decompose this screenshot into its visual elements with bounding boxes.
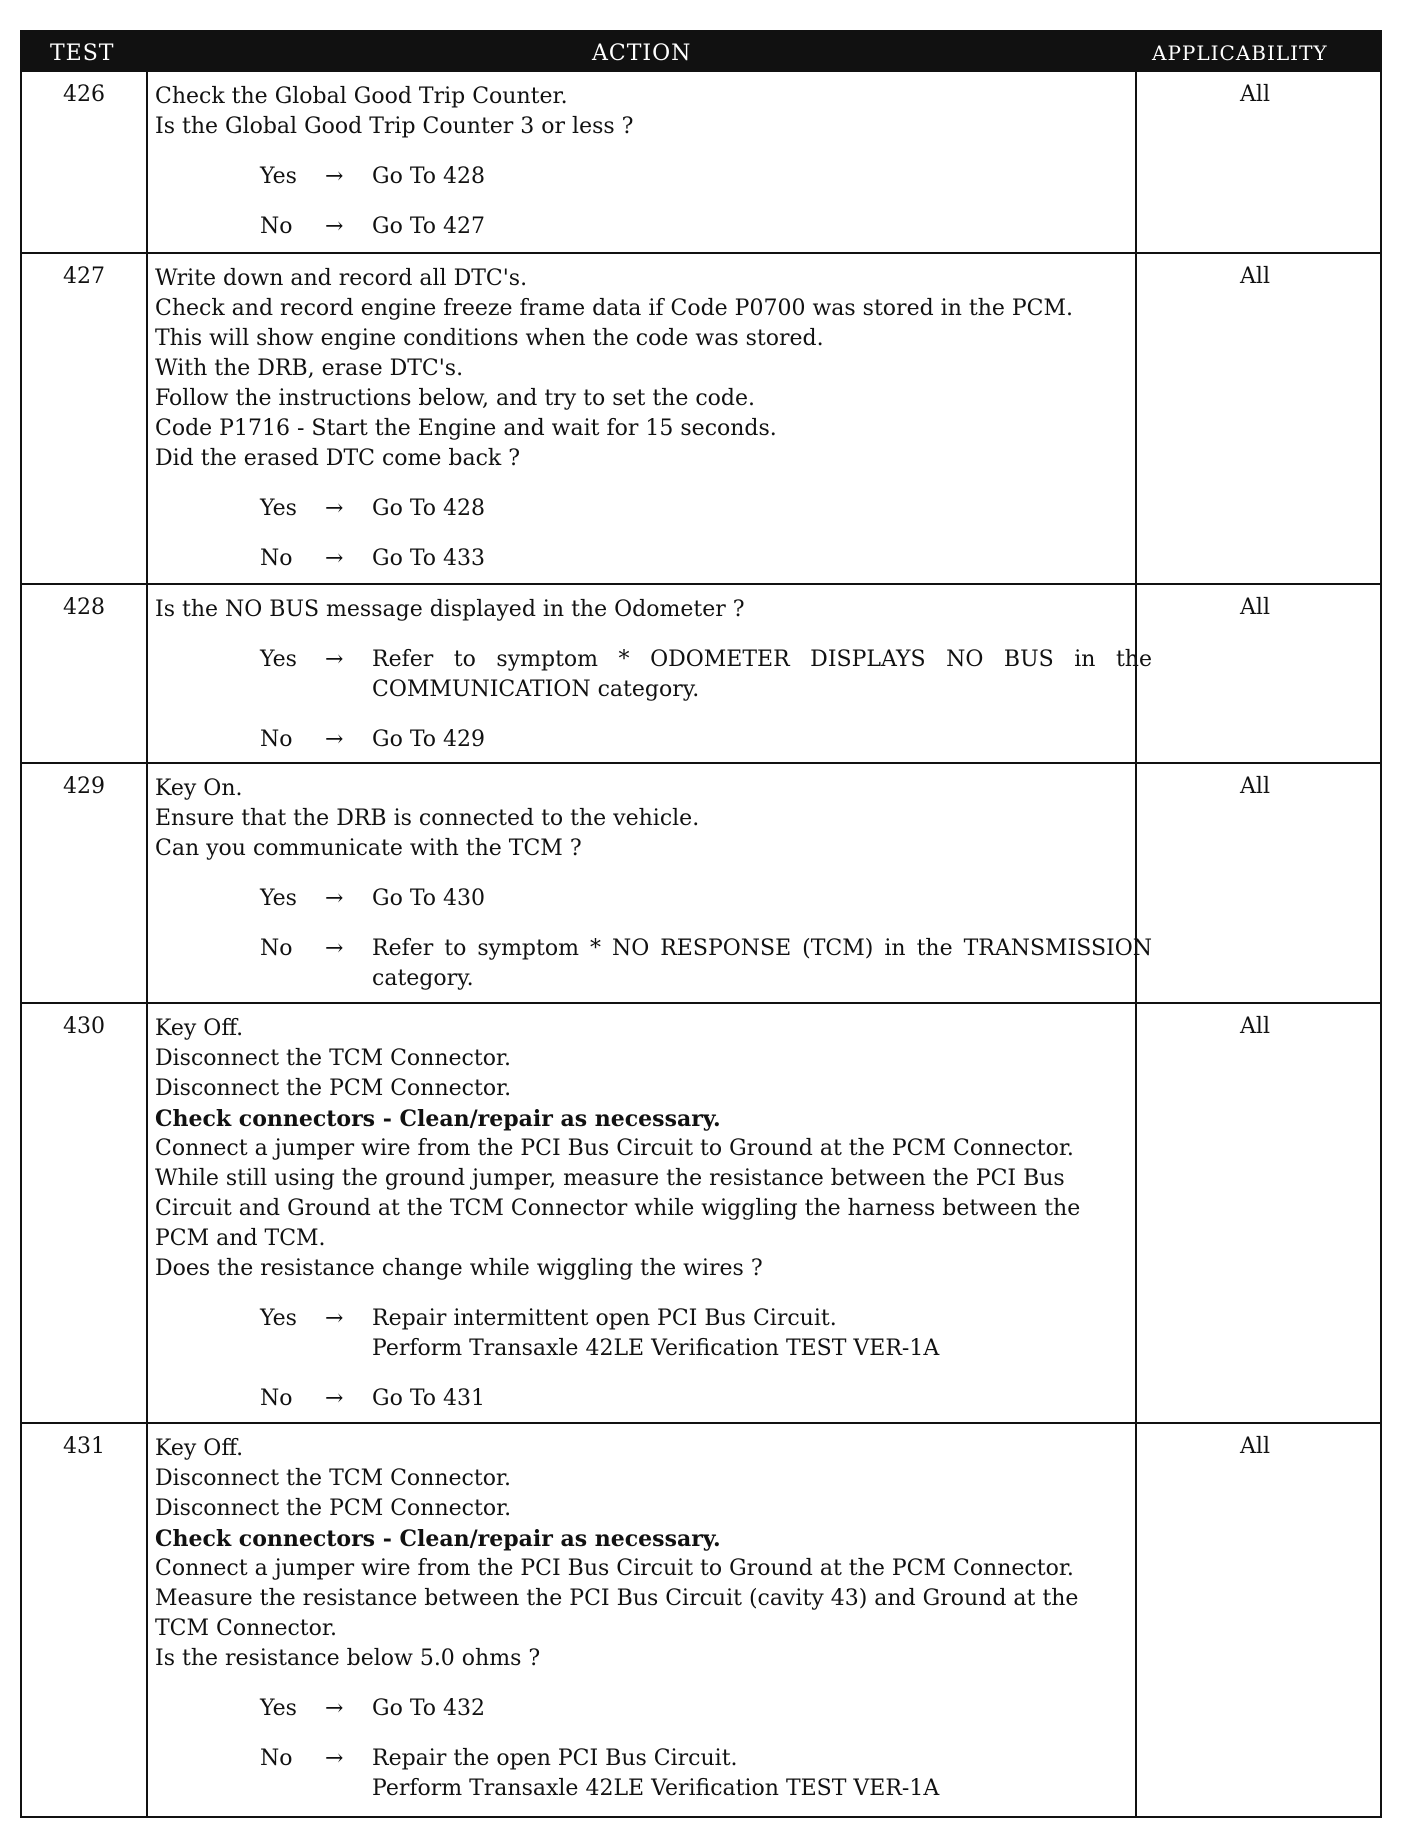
action-cell <box>155 1014 1150 1414</box>
applicability-cell: All <box>1240 774 1270 799</box>
arrow-right-icon: → <box>325 1746 344 1771</box>
action-line: Check connectors - Clean/repair as necessary. <box>155 1526 721 1552</box>
test-number: 428 <box>63 595 105 620</box>
arrow-right-icon: → <box>325 1386 344 1411</box>
action-line: Can you communicate with the TCM ? <box>155 836 582 861</box>
branch-result: Go To 432 <box>372 1696 486 1721</box>
action-line: Is the Global Good Trip Counter 3 or less ? <box>155 114 634 139</box>
action-line: Circuit and Ground at the TCM Connector while wiggling the harness between the <box>155 1196 1081 1221</box>
action-line: TCM Connector. <box>155 1616 337 1641</box>
arrow-right-icon: → <box>325 727 344 752</box>
action-line: While still using the ground jumper, measure the resistance between the PCI Bus <box>155 1166 1065 1191</box>
action-line: Did the erased DTC come back ? <box>155 446 521 471</box>
branch-answer: No <box>260 546 293 571</box>
table-row <box>22 762 1380 1002</box>
branch-answer: No <box>260 727 293 752</box>
action-line: Is the NO BUS message displayed in the Odometer ? <box>155 597 745 622</box>
branch-answer: No <box>260 1386 293 1411</box>
branch-result: Refer to symptom * ODOMETER DISPLAYS NO BUS in the COMMUNICATION category. <box>372 647 1152 702</box>
action-cell <box>155 1434 1150 1804</box>
applicability-cell: All <box>1240 1014 1270 1039</box>
branch-no <box>155 934 1150 994</box>
arrow-right-icon: → <box>325 1696 344 1721</box>
action-line: Does the resistance change while wiggling the wires ? <box>155 1256 763 1281</box>
action-line: Connect a jumper wire from the PCI Bus Circuit to Ground at the PCM Connector. <box>155 1556 1074 1581</box>
branch-result: Go To 430 <box>372 886 486 911</box>
action-line: This will show engine conditions when the code was stored. <box>155 326 824 351</box>
action-line: Key Off. <box>155 1016 244 1041</box>
arrow-right-icon: → <box>325 214 344 239</box>
action-line: Check and record engine freeze frame data if Code P0700 was stored in the PCM. <box>155 296 1074 321</box>
action-line: Disconnect the PCM Connector. <box>155 1496 512 1521</box>
action-line: Write down and record all DTC's. <box>155 266 528 291</box>
branch-yes <box>155 645 1150 705</box>
branch-answer: Yes <box>260 496 297 521</box>
branch-answer: Yes <box>260 1306 297 1331</box>
action-line: Connect a jumper wire from the PCI Bus Circuit to Ground at the PCM Connector. <box>155 1136 1074 1161</box>
branch-no <box>155 212 1150 242</box>
branch-result: Go To 428 <box>372 496 486 521</box>
branch-result: Repair intermittent open PCI Bus Circuit. Perform Transaxle 42LE Verification TEST VER-1A <box>372 1306 940 1361</box>
branch-yes <box>155 884 1150 914</box>
arrow-right-icon: → <box>325 647 344 672</box>
branch-answer: Yes <box>260 886 297 911</box>
test-number: 426 <box>63 82 105 107</box>
action-line: Disconnect the TCM Connector. <box>155 1046 512 1071</box>
branch-no <box>155 1384 1150 1414</box>
action-line: Check the Global Good Trip Counter. <box>155 84 568 109</box>
branch-result: Go To 429 <box>372 727 486 752</box>
arrow-right-icon: → <box>325 546 344 571</box>
test-number: 430 <box>63 1014 105 1039</box>
action-line: Follow the instructions below, and try to set the code. <box>155 386 756 411</box>
branch-answer: No <box>260 1746 293 1771</box>
action-line: Check connectors - Clean/repair as necessary. <box>155 1106 721 1132</box>
action-line: Measure the resistance between the PCI Bus Circuit (cavity 43) and Ground at the <box>155 1586 1079 1611</box>
branch-result: Go To 431 <box>372 1386 486 1411</box>
branch-no <box>155 1744 1150 1804</box>
table-row <box>22 72 1380 252</box>
applicability-cell: All <box>1240 1434 1270 1459</box>
branch-no <box>155 725 1150 755</box>
action-line: Code P1716 - Start the Engine and wait for 15 seconds. <box>155 416 777 441</box>
branch-answer: No <box>260 214 293 239</box>
branch-yes <box>155 1304 1150 1364</box>
action-line: Is the resistance below 5.0 ohms ? <box>155 1646 541 1671</box>
test-number: 427 <box>63 264 105 289</box>
branch-result: Repair the open PCI Bus Circuit. Perform Transaxle 42LE Verification TEST VER-1A <box>372 1746 940 1801</box>
action-line: PCM and TCM. <box>155 1226 326 1251</box>
action-cell <box>155 595 1150 755</box>
branch-answer: Yes <box>260 164 297 189</box>
applicability-cell: All <box>1240 82 1270 107</box>
action-cell <box>155 82 1150 242</box>
branch-answer: Yes <box>260 647 297 672</box>
branch-yes <box>155 494 1150 524</box>
action-line: Key On. <box>155 776 243 801</box>
arrow-right-icon: → <box>325 936 344 961</box>
table-row <box>22 1422 1380 1816</box>
header-action: ACTION <box>592 41 692 66</box>
branch-no <box>155 544 1150 574</box>
applicability-cell: All <box>1240 264 1270 289</box>
arrow-right-icon: → <box>325 886 344 911</box>
action-cell <box>155 264 1150 574</box>
action-line: With the DRB, erase DTC's. <box>155 356 464 381</box>
test-number: 431 <box>63 1434 105 1459</box>
branch-result: Go To 427 <box>372 214 486 239</box>
action-line: Disconnect the PCM Connector. <box>155 1076 512 1101</box>
applicability-cell: All <box>1240 595 1270 620</box>
table-header <box>22 32 1380 72</box>
action-cell <box>155 774 1150 994</box>
action-line: Ensure that the DRB is connected to the vehicle. <box>155 806 700 831</box>
action-line: Disconnect the TCM Connector. <box>155 1466 512 1491</box>
branch-result: Refer to symptom * NO RESPONSE (TCM) in the TRANSMISSION category. <box>372 936 1152 991</box>
header-test: TEST <box>50 41 115 66</box>
table-row <box>22 583 1380 762</box>
branch-answer: Yes <box>260 1696 297 1721</box>
test-number: 429 <box>63 774 105 799</box>
branch-result: Go To 428 <box>372 164 486 189</box>
branch-yes <box>155 162 1150 192</box>
branch-yes <box>155 1694 1150 1724</box>
diagnostic-test-table <box>20 30 1382 1818</box>
table-row <box>22 1002 1380 1422</box>
arrow-right-icon: → <box>325 1306 344 1331</box>
arrow-right-icon: → <box>325 164 344 189</box>
branch-answer: No <box>260 936 293 961</box>
arrow-right-icon: → <box>325 496 344 521</box>
table-row <box>22 252 1380 583</box>
header-applicability: APPLICABILITY <box>1152 41 1328 65</box>
action-line: Key Off. <box>155 1436 244 1461</box>
branch-result: Go To 433 <box>372 546 486 571</box>
